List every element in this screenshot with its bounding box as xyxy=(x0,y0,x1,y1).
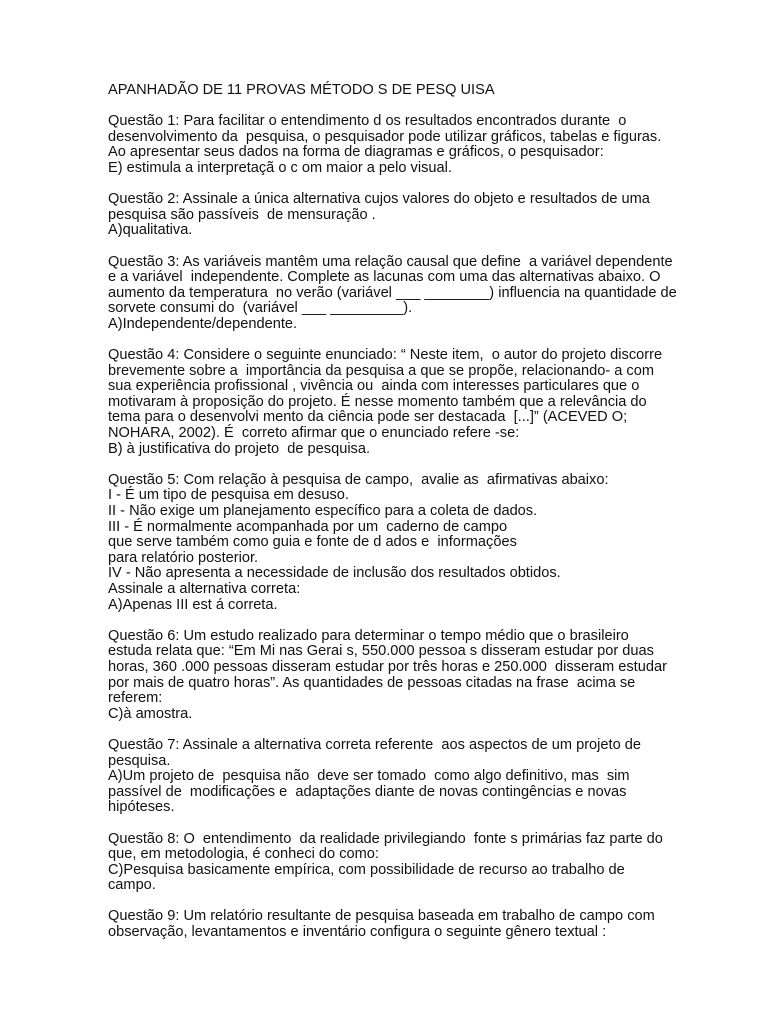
question-6-line: Questão 6: Um estudo realizado para determinar o tempo médio que o brasileiro xyxy=(108,627,629,644)
question-1-line: desenvolvimento da pesquisa, o pesquisador pode utilizar gráficos, tabelas e figuras. xyxy=(108,128,662,145)
question-2-line: pesquisa são passíveis de mensuração . xyxy=(108,206,376,223)
question-3-line: sorvete consumi do (variável ___ _________). xyxy=(108,300,413,317)
document-page xyxy=(108,83,748,956)
question-7-line: A)Um projeto de pesquisa não deve ser tomado como algo definitivo, mas sim xyxy=(108,768,630,785)
question-9 xyxy=(108,909,748,940)
question-8 xyxy=(108,832,748,894)
question-7-line: Questão 7: Assinale a alternativa correta referente aos aspectos de um projeto de xyxy=(108,736,641,753)
question-5-line: I - É um tipo de pesquisa em desuso. xyxy=(108,487,349,504)
question-5-line: Assinale a alternativa correta: xyxy=(108,581,301,597)
question-4-line: motivaram à proposição do projeto. É nesse momento também que a relevância do xyxy=(108,393,647,410)
question-list xyxy=(108,114,748,940)
question-5 xyxy=(108,473,748,613)
question-5-line: II - Não exige um planejamento específico para a coleta de dados. xyxy=(108,503,538,520)
question-6-line: estuda relata que: “Em Mi nas Gerai s, 550.000 pessoa s disseram estudar por duas xyxy=(108,643,654,660)
question-3 xyxy=(108,255,748,333)
question-5-line: A)Apenas III est á correta. xyxy=(108,596,278,613)
question-2-line: Questão 2: Assinale a única alternativa cujos valores do objeto e resultados de uma xyxy=(108,191,650,208)
question-6-line: referem: xyxy=(108,690,163,707)
question-6-line: C)à amostra. xyxy=(108,705,193,722)
question-7-line: hipóteses. xyxy=(108,799,175,816)
question-6-line: por mais de quatro horas”. As quantidades de pessoas citadas na frase acima se xyxy=(108,674,636,691)
question-5-line: III - É normalmente acompanhada por um caderno de campo xyxy=(108,518,508,535)
question-6 xyxy=(108,629,748,723)
question-1-line: Ao apresentar seus dados na forma de diagramas e gráficos, o pesquisador: xyxy=(108,144,604,161)
question-1-line: E) estimula a interpretaçã o c om maior a pelo visual. xyxy=(108,159,452,176)
question-8-line: Questão 8: O entendimento da realidade privilegiando fonte s primárias faz parte do xyxy=(108,830,663,847)
question-4 xyxy=(108,348,748,457)
question-8-line: C)Pesquisa basicamente empírica, com possibilidade de recurso ao trabalho de xyxy=(108,861,625,878)
question-9-line: Questão 9: Um relatório resultante de pesquisa baseada em trabalho de campo com xyxy=(108,908,655,925)
question-3-line: aumento da temperatura no verão (variável ___ ________) influencia na quantidade de xyxy=(108,284,677,301)
question-4-line: B) à justificativa do projeto de pesquisa. xyxy=(108,440,371,457)
question-4-line: Questão 4: Considere o seguinte enunciado: “ Neste item, o autor do projeto discorre xyxy=(108,347,663,364)
question-5-line: IV - Não apresenta a necessidade de inclusão dos resultados obtidos. xyxy=(108,565,561,582)
question-8-line: campo. xyxy=(108,877,156,894)
question-2 xyxy=(108,192,748,239)
question-3-line: A)Independente/dependente. xyxy=(108,315,298,332)
question-7-line: pesquisa. xyxy=(108,752,171,769)
question-4-line: sua experiência profissional , vivência ou ainda com interesses particulares que o xyxy=(108,378,640,395)
question-9-line: observação, levantamentos e inventário configura o seguinte gênero textual : xyxy=(108,924,607,941)
question-4-line: NOHARA, 2002). É correto afirmar que o enunciado refere -se: xyxy=(108,425,520,442)
question-1-line: Questão 1: Para facilitar o entendimento d os resultados encontrados durante o xyxy=(108,113,627,130)
question-3-line: Questão 3: As variáveis mantêm uma relação causal que define a variável dependente xyxy=(108,253,673,270)
question-7 xyxy=(108,738,748,816)
question-3-line: e a variável independente. Complete as lacunas com uma das alternativas abaixo. O xyxy=(108,269,661,286)
document-title: APANHADÃO DE 11 PROVAS MÉTODO S DE PESQ UISA xyxy=(108,82,495,98)
question-8-line: que, em metodologia, é conheci do como: xyxy=(108,846,379,863)
question-4-line: brevemente sobre a importância da pesquisa a que se propõe, relacionando- a com xyxy=(108,362,654,379)
question-7-line: passível de modificações e adaptações diante de novas contingências e novas xyxy=(108,783,627,800)
question-6-line: horas, 360 .000 pessoas disseram estudar por três horas e 250.000 disseram estudar xyxy=(108,658,667,675)
question-2-line: A)qualitativa. xyxy=(108,222,193,239)
question-5-line: Questão 5: Com relação à pesquisa de campo, avalie as afirmativas abaixo: xyxy=(108,471,609,488)
question-1 xyxy=(108,114,748,176)
question-5-line: para relatório posterior. xyxy=(108,549,259,566)
question-5-line: que serve também como guia e fonte de d ados e informações xyxy=(108,534,517,551)
question-4-line: tema para o desenvolvi mento da ciência pode ser destacada [...]” (ACEVED O; xyxy=(108,409,628,426)
